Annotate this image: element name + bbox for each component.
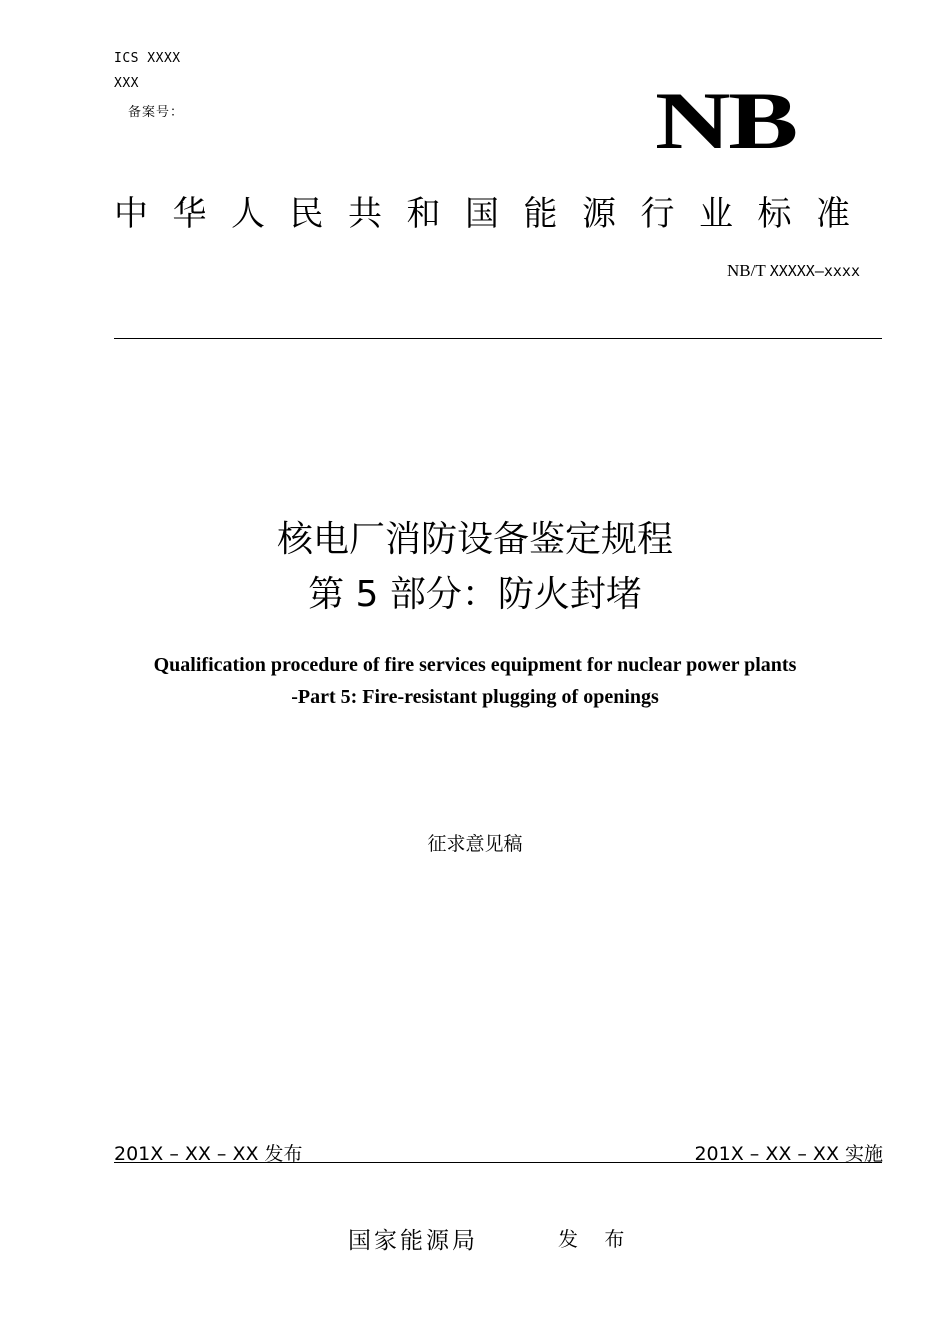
top-divider	[114, 338, 882, 339]
nb-logo: NB	[655, 75, 796, 166]
ics-code: ICS XXXX	[114, 51, 181, 66]
bottom-divider	[114, 1162, 882, 1163]
issuer-action: 发 布	[558, 1227, 635, 1251]
title-english-line-1: Qualification procedure of fire services equipment for nuclear power plants	[153, 654, 797, 676]
implementation-date: 201X – XX – XX 实施	[694, 1143, 883, 1165]
issue-date: 201X – XX – XX 发布	[114, 1143, 303, 1165]
standard-category: 中华人民共和国能源行业标准	[114, 194, 875, 234]
standard-number-prefix: NB/T	[727, 261, 766, 280]
issuer-name: 国家能源局	[348, 1228, 478, 1254]
draft-status: 征求意见稿	[427, 833, 523, 855]
standard-number	[727, 261, 860, 281]
ccs-code: XXX	[114, 76, 139, 91]
title-english-line-2: -Part 5: Fire-resistant plugging of openings	[291, 686, 659, 708]
title-chinese-line-1: 核电厂消防设备鉴定规程	[276, 519, 673, 560]
record-number-label: 备案号：	[128, 105, 185, 120]
standard-number-code: XXXXX—xxxx	[769, 262, 860, 280]
title-chinese-line-2: 第 5 部分：防火封堵	[308, 574, 642, 615]
